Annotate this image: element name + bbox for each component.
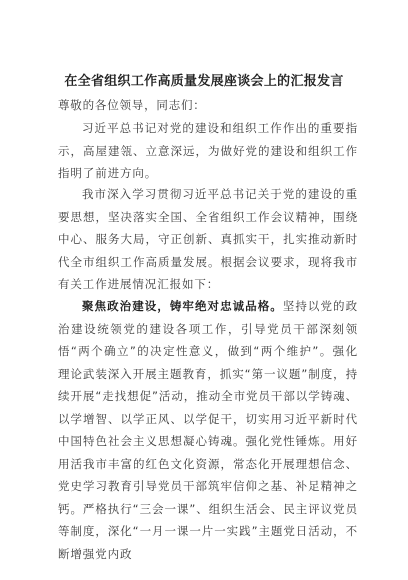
paragraph-3 [58,295,358,565]
greeting: 尊敬的各位领导，同志们： [58,98,206,112]
paragraph-3-text: 坚持以党的政治建设统领党的建设各项工作，引导党员干部深刻领悟“两个确立”的决定性意义，做到“两个维护”。强化理论武装深入开展主题教育，抓实“第一议题”制度，持续开展“走找想促”活动，推动全市党员干部以学铸魂、以学增智、以学正风、以学促干，切实用习近平新时代中国特色社会主义思想凝心铸魂。强化党性锤炼。用好用活我市丰富的红色文化资源，常态化开展理想信念、党史学习教育引导党员干部筑牢信仰之基、补足精神之钙。严格执行“三会一课”、组织生活会、民主评议党员等制度，深化“一月一课一片一实践”主题党日活动，不断增强党内政 [58,299,358,561]
document-title: 在全省组织工作高质量发展座谈会上的汇报发言 [64,74,344,89]
paragraph-1-text: 习近平总书记对党的建设和组织工作作出的重要指示，高屋建瓴、立意深远，为做好党的建设和组织工作指明了前进方向。 [58,121,358,180]
paragraph-2-text: 我市深入学习贯彻习近平总书记关于党的建设的重要思想，坚决落实全国、全省组织工作会议精神，围绕中心、服务大局，守正创新、真抓实干，扎实推动新时代全市组织工作高质量发展。根据会议要求，现将我市有关工作进展情况汇报如下： [58,187,358,291]
paragraph-2 [58,183,358,296]
paragraph-3-lead: 聚焦政治建设，铸牢绝对忠诚品格。 [82,299,283,313]
paragraph-1 [58,117,358,185]
